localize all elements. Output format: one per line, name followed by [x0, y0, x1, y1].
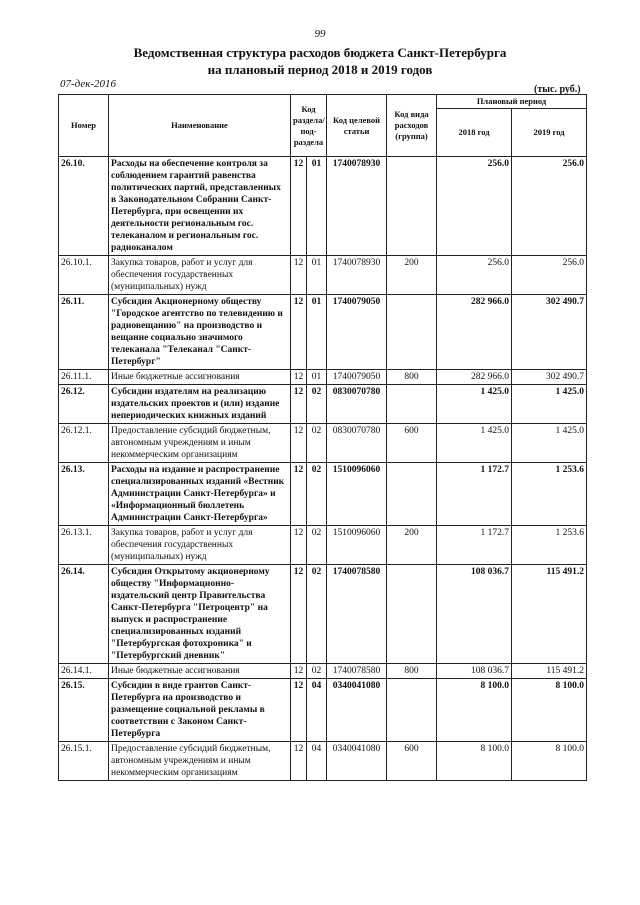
row-2018: 108 036.7: [437, 565, 512, 664]
row-type: 200: [387, 256, 437, 295]
row-2018: 8 100.0: [437, 679, 512, 742]
table-row: [59, 463, 587, 526]
row-2018: 8 100.0: [437, 742, 512, 781]
row-name: Субсидия Открытому акционерному обществу "Информационно-издательский центр Правительства Санкт-Петербурга "Петроцентр" на выпуск и распространение специализированных изданий "Петербургская фотохроника" и "Петербургский дневник": [109, 565, 291, 664]
row-section: 12: [291, 565, 307, 664]
row-target: 1740078580: [327, 565, 387, 664]
row-target: 0340041080: [327, 679, 387, 742]
table-row: [59, 679, 587, 742]
row-2019: 115 491.2: [512, 565, 587, 664]
row-subsection: 04: [307, 742, 327, 781]
row-type: [387, 463, 437, 526]
page-number: 99: [314, 28, 326, 40]
row-2019: 302 490.7: [512, 370, 587, 385]
row-subsection: 01: [307, 256, 327, 295]
title-line-2: на плановый период 2018 и 2019 годов: [207, 62, 433, 77]
row-name: Предоставление субсидий бюджетным, автономным учреждениям и иным некоммерческим организациям: [109, 424, 291, 463]
table-row: [59, 664, 587, 679]
table-row: [59, 157, 587, 256]
row-target: 0830070780: [327, 424, 387, 463]
table-row: [59, 526, 587, 565]
row-2019: 256.0: [512, 157, 587, 256]
row-type: [387, 679, 437, 742]
table-row: [59, 565, 587, 664]
header-2019: 2019 год: [512, 109, 587, 157]
row-target: 1510096060: [327, 526, 387, 565]
row-2018: 256.0: [437, 256, 512, 295]
header-type: Код вида расходов (группа): [387, 95, 437, 157]
header-number: Номер: [59, 95, 109, 157]
row-2018: 282 966.0: [437, 370, 512, 385]
row-target: 1740079050: [327, 370, 387, 385]
row-2018: 1 172.7: [437, 526, 512, 565]
table-row: [59, 295, 587, 370]
row-2019: 1 253.6: [512, 463, 587, 526]
table-row: [59, 742, 587, 781]
row-number: 26.12.: [59, 385, 109, 424]
row-2019: 115 491.2: [512, 664, 587, 679]
row-section: 12: [291, 679, 307, 742]
row-name: Расходы на обеспечение контроля за соблюдением гарантий равенства политических партий, представленных в Законодательном Собрании Санкт-Петербурга, при освещении их деятельности региональным гос. телеканалом и региональным гос. радиоканалом: [109, 157, 291, 256]
row-number: 26.15.1.: [59, 742, 109, 781]
header-name: Наименование: [109, 95, 291, 157]
row-subsection: 02: [307, 463, 327, 526]
row-target: 0340041080: [327, 742, 387, 781]
row-number: 26.10.: [59, 157, 109, 256]
table-row: [59, 385, 587, 424]
table-row: [59, 424, 587, 463]
budget-table: [58, 94, 587, 781]
row-section: 12: [291, 664, 307, 679]
row-section: 12: [291, 256, 307, 295]
row-number: 26.12.1.: [59, 424, 109, 463]
row-2018: 1 172.7: [437, 463, 512, 526]
header-plan-period: Плановый период: [437, 95, 587, 109]
header-2018: 2018 год: [437, 109, 512, 157]
row-subsection: 02: [307, 565, 327, 664]
row-target: 1510096060: [327, 463, 387, 526]
row-subsection: 02: [307, 664, 327, 679]
row-type: 800: [387, 370, 437, 385]
document-date: 07-дек-2016: [60, 78, 117, 90]
row-subsection: 04: [307, 679, 327, 742]
row-2018: 282 966.0: [437, 295, 512, 370]
row-number: 26.13.1.: [59, 526, 109, 565]
row-number: 26.11.1.: [59, 370, 109, 385]
row-name: Иные бюджетные ассигнования: [109, 370, 291, 385]
row-subsection: 01: [307, 370, 327, 385]
row-type: [387, 565, 437, 664]
units-label: (тыс. руб.): [534, 84, 581, 95]
row-2019: 1 253.6: [512, 526, 587, 565]
row-subsection: 01: [307, 295, 327, 370]
row-subsection: 02: [307, 526, 327, 565]
row-section: 12: [291, 742, 307, 781]
row-number: 26.14.1.: [59, 664, 109, 679]
row-section: 12: [291, 526, 307, 565]
row-2019: 1 425.0: [512, 385, 587, 424]
row-name: Предоставление субсидий бюджетным, автономным учреждениям и иным некоммерческим организациям: [109, 742, 291, 781]
row-type: 600: [387, 424, 437, 463]
row-number: 26.15.: [59, 679, 109, 742]
row-section: 12: [291, 385, 307, 424]
row-section: 12: [291, 424, 307, 463]
row-target: 1740078930: [327, 157, 387, 256]
row-2018: 256.0: [437, 157, 512, 256]
header-section: Код раздела/ под- раздела: [291, 95, 327, 157]
row-subsection: 02: [307, 424, 327, 463]
row-type: [387, 157, 437, 256]
title-line-1: Ведомственная структура расходов бюджета Санкт-Петербурга: [133, 45, 507, 60]
row-2019: 8 100.0: [512, 742, 587, 781]
row-2019: 302 490.7: [512, 295, 587, 370]
row-name: Расходы на издание и распространение специализированных изданий «Вестник Администрации Санкт-Петербурга» и «Информационный бюллетень Администрации Санкт-Петербурга»: [109, 463, 291, 526]
row-section: 12: [291, 370, 307, 385]
document-title: [90, 44, 550, 78]
row-type: [387, 385, 437, 424]
table-row: [59, 256, 587, 295]
row-name: Субсидии в виде грантов Санкт-Петербурга на производство и размещение социальной рекламы в соответствии с Законом Санкт-Петербурга: [109, 679, 291, 742]
row-type: 600: [387, 742, 437, 781]
header-target: Код целевой статьи: [327, 95, 387, 157]
row-number: 26.10.1.: [59, 256, 109, 295]
table-row: [59, 370, 587, 385]
row-type: [387, 295, 437, 370]
row-section: 12: [291, 157, 307, 256]
row-target: 0830070780: [327, 385, 387, 424]
row-name: Иные бюджетные ассигнования: [109, 664, 291, 679]
row-subsection: 02: [307, 385, 327, 424]
row-2019: 8 100.0: [512, 679, 587, 742]
row-name: Закупка товаров, работ и услуг для обеспечения государственных (муниципальных) нужд: [109, 526, 291, 565]
row-section: 12: [291, 295, 307, 370]
row-name: Субсидии издателям на реализацию издательских проектов и (или) издание непериодических книжных изданий: [109, 385, 291, 424]
row-target: 1740078580: [327, 664, 387, 679]
row-target: 1740078930: [327, 256, 387, 295]
row-target: 1740079050: [327, 295, 387, 370]
row-2018: 1 425.0: [437, 424, 512, 463]
row-2019: 256.0: [512, 256, 587, 295]
row-number: 26.13.: [59, 463, 109, 526]
row-type: 800: [387, 664, 437, 679]
row-name: Закупка товаров, работ и услуг для обеспечения государственных (муниципальных) нужд: [109, 256, 291, 295]
row-number: 26.14.: [59, 565, 109, 664]
row-2018: 1 425.0: [437, 385, 512, 424]
row-section: 12: [291, 463, 307, 526]
row-2018: 108 036.7: [437, 664, 512, 679]
row-number: 26.11.: [59, 295, 109, 370]
row-subsection: 01: [307, 157, 327, 256]
row-name: Субсидия Акционерному обществу "Городское агентство по телевидению и радиовещанию" на производство и вещание социально значимого телеканала "Телеканал "Санкт-Петербург": [109, 295, 291, 370]
row-type: 200: [387, 526, 437, 565]
row-2019: 1 425.0: [512, 424, 587, 463]
